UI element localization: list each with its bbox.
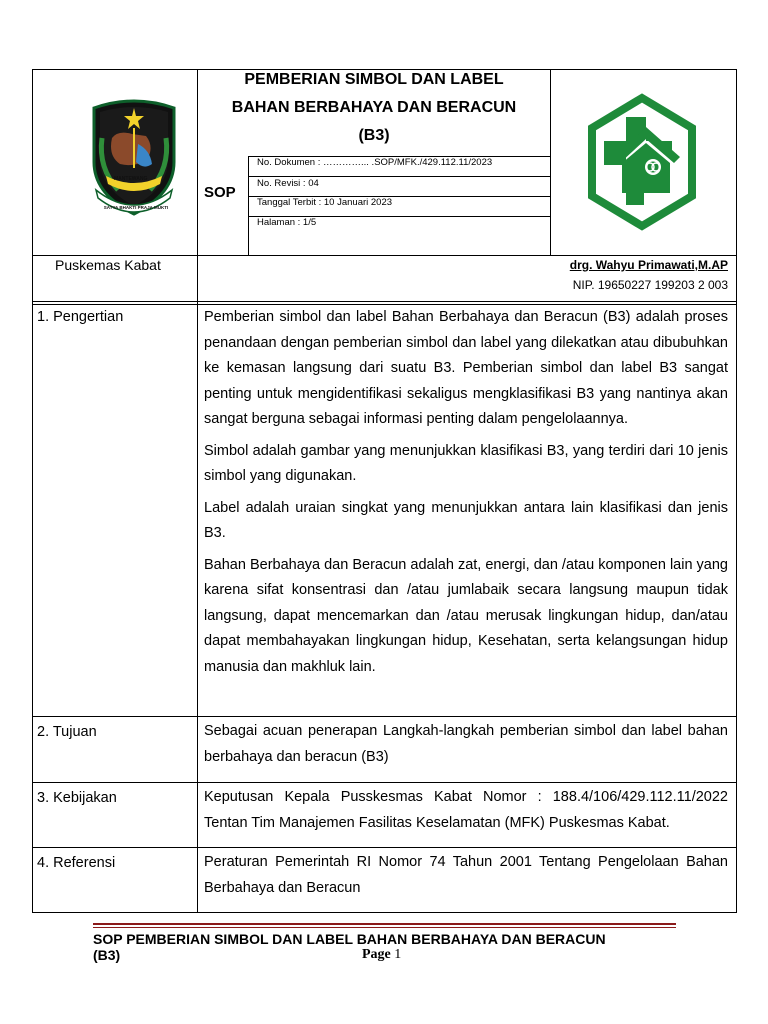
- section-label-kebijakan: 3. Kebijakan: [37, 790, 117, 806]
- footer-page-label: Page: [362, 947, 391, 962]
- sop-label: SOP: [204, 184, 236, 201]
- tujuan-paragraph: Sebagai acuan penerapan Langkah-langkah pemberian simbol dan label bahan berbahaya dan beracun (B3): [204, 723, 728, 765]
- section-label-tujuan: 2. Tujuan: [37, 724, 97, 740]
- pengertian-paragraph-2: Simbol adalah gambar yang menunjukkan klasifikasi B3, yang terdiri dari 10 jenis simbol yang digunakan.: [204, 442, 728, 484]
- tanggal-terbit: Tanggal Terbit : 10 Januari 2023: [257, 197, 393, 208]
- section-content-pengertian: [204, 305, 728, 680]
- signatory-name: drg. Wahyu Primawati,M.AP: [569, 258, 728, 272]
- footer-rule: [93, 923, 676, 929]
- title-line-3: (B3): [358, 127, 390, 144]
- section-content-referensi: [204, 850, 728, 901]
- pengertian-paragraph-4: Bahan Berbahaya dan Beracun adalah zat, energi, dan /atau komponen lain yang karena sifat konsentrasi dan /atau jumlabaik secara langsung maupun tidak langsung, dapat mencemarkan dan /atau merusak lingkungan hidup, dan/atau dapat membahayakan lingkungan hidup, Kesehatan, serta kelangsungan hidup manusia dan makhluk lain.: [204, 556, 728, 675]
- document-title: [198, 66, 550, 150]
- no-dokumen: No. Dokumen : …………... .SOP/MFK./429.112.11/2023: [257, 157, 493, 168]
- unit-name: Puskemas Kabat: [55, 257, 161, 273]
- footer-page: [362, 947, 401, 963]
- footer-page-number: 1: [394, 947, 402, 962]
- section-label-referensi: 4. Referensi: [37, 855, 116, 871]
- referensi-paragraph: Peraturan Pemerintah RI Nomor 74 Tahun 2001 Tentang Pengelolaan Bahan Berbahaya dan Beracun: [204, 854, 728, 896]
- kebijakan-paragraph: Keputusan Kepala Pusskesmas Kabat Nomor : 188.4/106/429.112.11/2022 Tentan Tim Manajemen Fasilitas Keselamatan (MFK) Puskesmas Kabat.: [204, 789, 728, 831]
- section-label-pengertian: 1. Pengertian: [37, 309, 124, 325]
- footer-title-line-1: SOP PEMBERIAN SIMBOL DAN LABEL BAHAN BERBAHAYA DAN BERACUN: [93, 931, 606, 947]
- emblem-ribbon-top: MANTEWANG: [114, 176, 148, 182]
- section-content-tujuan: [204, 719, 728, 770]
- title-line-1: PEMBERIAN SIMBOL DAN LABEL: [244, 71, 504, 88]
- pengertian-paragraph-1: Pemberian simbol dan label Bahan Berbahaya dan Beracun (B3) adalah proses penandaan dengan pemberian simbol dan label yang dilekatkan atau dibubuhkan ke kemasan langsung dari suatu B3. Pemberian simbol dan label B3 sangat penting untuk mengidentifikasi sekaligus mengklasifikasi B3 yang nantinya akan sangat berguna sebagai informasi penting dalam pengelolaannya.: [204, 309, 728, 427]
- signatory-nip: NIP. 19650227 199203 2 003: [572, 278, 728, 292]
- pengertian-paragraph-3: Label adalah uraian singkat yang menunjukkan antara lain klasifikasi dan jenis B3.: [204, 499, 728, 541]
- regency-emblem-logo: [88, 98, 180, 220]
- section-content-kebijakan: [204, 785, 728, 836]
- title-line-2: BAHAN BERBAHAYA DAN BERACUN: [231, 99, 517, 116]
- emblem-ribbon-bottom: SATYA BHAKTI PRAJA MUKTI: [103, 205, 169, 210]
- puskesmas-logo: [586, 93, 698, 231]
- halaman: Halaman : 1/5: [257, 217, 317, 228]
- no-revisi: No. Revisi : 04: [257, 178, 319, 189]
- footer-title-line-2: (B3): [93, 947, 121, 963]
